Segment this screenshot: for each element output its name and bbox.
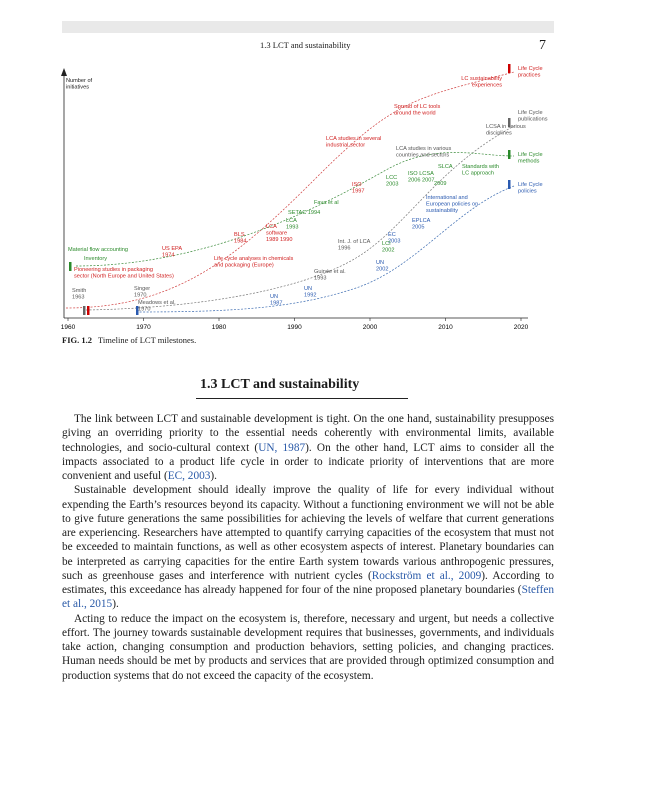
milestone-label-lc-practices: Life Cycle practices [518,66,543,79]
milestone-label-usepa: US EPA 1974 [162,246,183,259]
body-text [62,412,554,683]
milestone-label-bls: BLS 1984 [234,232,247,245]
milestone-label-smith: Smith 1963 [72,288,87,301]
x-tick-label: 2010 [438,324,453,331]
x-tick-label: 2020 [513,324,529,331]
header-bar [62,21,554,33]
milestone-label-lca-software: LCA software 1989 1990 [266,224,293,244]
paragraph-text: The link between LCT and sustainable development is tight. On the one hand, sustainability presupposes giving an overriding priority to the essential needs coherently with environmental limits, available technologies, and socio-cultural context ( [62,413,554,454]
paragraph-text: Acting to reduce the impact on the ecosystem is, therefore, necessary and urgent, but needs a collective effort. The journey towards sustainable development requires that businesses, governments, and individuals take action, changing consumption and production behaviors, setting policies, and changing practices. Human needs should be met by products and services that are provided through optimized consumption and production systems that do not exceed the capacity of the ecosystem. [62,612,554,682]
paragraph-1 [62,412,554,483]
heading-rule [196,398,408,399]
milestone-label-lc-publications: Life Cycle publications [518,110,548,123]
marker-green [508,150,511,159]
milestone-label-guinee: Guinée et al. 1993 [314,269,346,282]
milestone-label-lcc: LCC 2003 [386,175,399,188]
paragraph-3 [62,612,554,683]
citation-link[interactable]: Steffen et al., 2015 [62,584,554,611]
citation-link[interactable]: UN, 1987 [258,441,306,454]
milestone-label-un2002: UN 2002 [376,260,389,273]
milestone-label-lca-countries: LCA studies in various countries and sectors [396,146,452,159]
marker-red [508,64,511,73]
citation-link[interactable]: EC, 2003 [167,470,211,482]
section-heading: 1.3 LCT and sustainability [200,377,360,392]
x-tick-label: 1980 [211,324,227,331]
page-number: 7 [539,38,546,53]
milestone-label-lci: LCI 2002 [382,241,395,254]
milestone-label-lca-studies: LCA studies in several industrial sector [326,136,382,149]
x-tick-label: 2000 [362,324,378,331]
running-title: 1.3 LCT and sustainability [260,40,351,50]
running-head [0,40,648,54]
caption-text: Timeline of LCT milestones. [98,335,197,345]
citation-link[interactable]: Rockström et al., 2009 [371,569,482,582]
marker-blue [508,180,511,189]
x-tick-label: 1960 [60,324,76,331]
marker-green-start [69,262,72,271]
figure-caption [62,335,196,345]
milestone-label-y2009: 2009 [434,181,447,187]
paragraph-2 [62,483,554,611]
milestone-label-fava: Fava et al [314,200,339,206]
x-ticks [61,318,529,331]
milestone-label-meadows: Meadows et al. 1970 [138,300,176,313]
marker-gray-start [83,306,86,315]
milestone-label-spread: Spread of LC tools around the world [394,104,441,117]
paragraph-text: ). [210,470,217,482]
milestone-label-slca: SLCA [438,164,453,170]
milestone-label-un1987: UN 1987 [270,294,283,307]
milestone-label-singer: Singer 1970 [134,286,151,299]
milestone-label-ec: EC 2003 [388,232,401,245]
timeline-svg [56,58,556,344]
milestone-label-int-j: Int. J. of LCA 1996 [338,239,371,252]
milestone-label-iso-lcsa: ISO LCSA 2006 2007 [408,171,435,184]
milestone-label-lc-experiences: LC sustainability experiences [461,76,502,89]
milestone-label-mfa: Material flow accounting [68,247,129,253]
caption-label: FIG. 1.2 [62,335,92,345]
paragraph-text: Sustainable development should ideally improve the quality of life for every individual without expending the Earth’s resources beyond its capacity. Without a functioning environment we will not be able to give future generations the same possibilities for achieving the levels of welfare that current generations are experiencing. Researchers have attempted to quantify carrying capacities of the ecosystem that must not be exceeded to maintain functions, as well as other ecosystem aspects of interest. Planetary boundaries can be interpreted as carrying capacities for the entire Earth system towards various anthropogenic pressures, such as greenhouse gases and interference with nutrient cycles ( [62,484,554,582]
y-axis-arrow-icon [61,68,67,76]
milestone-label-lc-methods: Life Cycle methods [518,152,543,165]
paragraph-text: ). [112,598,119,611]
milestone-label-lc-chem: Life cycle analyses in chemicals and packaging (Europe) [214,256,294,269]
milestone-label-eplca: EPLCA 2005 [412,218,431,231]
milestone-label-intl: International and European policies on sustainability [426,195,479,215]
milestone-label-ylabel: Number of initiatives [66,78,93,91]
figure-labels [66,66,548,313]
milestone-label-un1992: UN 1992 [304,286,317,299]
milestone-label-standards: Standards with LC approach [462,164,500,177]
marker-red-start [87,306,90,315]
milestone-label-iso1997: ISO 1997 [352,182,365,195]
paragraph-text: ). On the other hand, LCT aims to consider all the impacts associated to a product life cycle in order to indicate priority of interventions that are more convenient and useful ( [62,441,555,482]
milestone-label-setac: SETAC 1994 [288,210,321,216]
x-tick-label: 1970 [136,324,151,331]
timeline-figure [56,58,556,344]
gray-curve [86,126,514,310]
milestone-label-pioneer: Pioneering studies in packaging sector (North Europe and United States) [74,267,174,280]
paragraph-text: ). According to estimates, this exceedance has already happened for four of the nine proposed planetary boundaries ( [62,569,554,596]
milestone-label-inventory: Inventory [84,256,108,262]
milestone-label-lcsa-disciplines: LCSA in various disciplines [486,124,526,137]
milestone-label-lc-policies: Life Cycle policies [518,182,543,195]
x-tick-label: 1990 [287,324,302,331]
milestone-label-lca1993: LCA 1993 [286,218,299,231]
